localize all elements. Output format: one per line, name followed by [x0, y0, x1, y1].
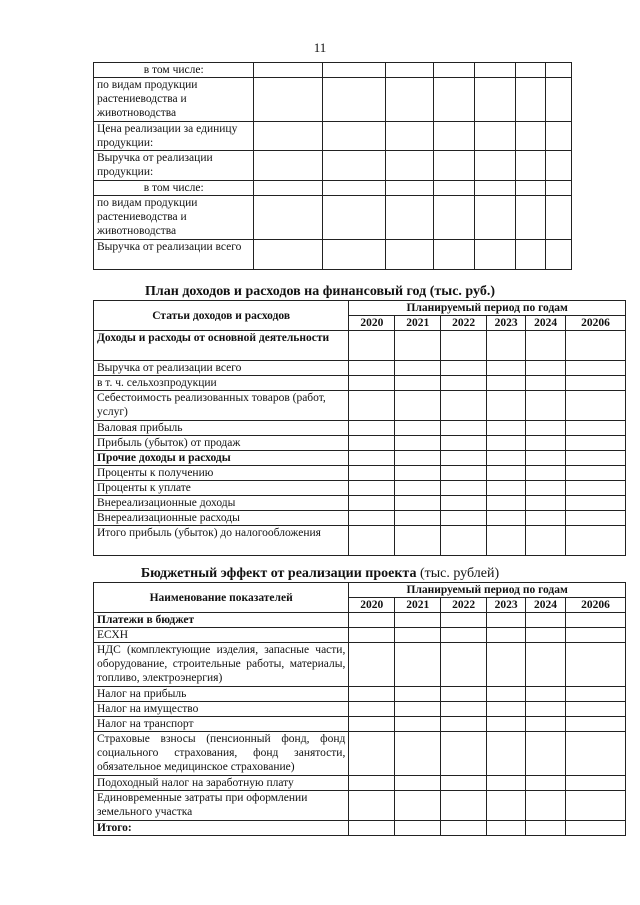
value-cell	[433, 63, 474, 78]
value-cell	[487, 732, 526, 776]
value-cell	[515, 78, 545, 122]
value-cell	[487, 466, 526, 481]
value-cell	[395, 361, 441, 376]
value-cell	[441, 361, 487, 376]
table-row	[94, 496, 626, 511]
value-cell	[526, 791, 566, 821]
value-cell	[349, 526, 395, 556]
table-row	[94, 732, 626, 776]
table-row	[94, 511, 626, 526]
value-cell	[322, 181, 385, 196]
value-cell	[566, 628, 626, 643]
value-cell	[254, 196, 322, 240]
value-cell	[526, 391, 566, 421]
value-cell	[441, 628, 487, 643]
value-cell	[349, 628, 395, 643]
value-cell	[395, 702, 441, 717]
row-label: Единовременные затраты при оформлении земельного участка	[94, 791, 349, 821]
value-cell	[395, 451, 441, 466]
row-label: Прочие доходы и расходы	[94, 451, 349, 466]
table-row	[94, 687, 626, 702]
table-row	[94, 791, 626, 821]
value-cell	[566, 613, 626, 628]
row-label: по видам продукции растениеводства и животноводства	[94, 196, 254, 240]
value-cell	[526, 481, 566, 496]
value-cell	[515, 63, 545, 78]
row-label: Доходы и расходы от основной деятельности	[94, 331, 349, 361]
table-row	[94, 331, 626, 361]
value-cell	[441, 496, 487, 511]
value-cell	[526, 613, 566, 628]
value-cell	[395, 791, 441, 821]
value-cell	[526, 732, 566, 776]
value-cell	[322, 78, 385, 122]
row-label: Прибыль (убыток) от продаж	[94, 436, 349, 451]
value-cell	[395, 466, 441, 481]
value-cell	[515, 151, 545, 181]
table-row	[94, 196, 572, 240]
value-cell	[385, 122, 433, 151]
value-cell	[441, 643, 487, 687]
value-cell	[349, 481, 395, 496]
value-cell	[254, 63, 322, 78]
row-label: Итого прибыль (убыток) до налогообложения	[94, 526, 349, 556]
value-cell	[385, 63, 433, 78]
value-cell	[487, 687, 526, 702]
value-cell	[254, 151, 322, 181]
plan-header-items: Статьи доходов и расходов	[94, 301, 349, 331]
value-cell	[474, 240, 515, 270]
table-row	[94, 526, 626, 556]
value-cell	[566, 331, 626, 361]
budget-header-period: Планируемый период по годам	[349, 583, 626, 598]
row-label: Налог на транспорт	[94, 717, 349, 732]
value-cell	[566, 791, 626, 821]
plan-income-expense-table	[93, 300, 626, 556]
value-cell	[545, 122, 571, 151]
table-row	[94, 240, 572, 270]
value-cell	[395, 391, 441, 421]
value-cell	[515, 240, 545, 270]
value-cell	[441, 613, 487, 628]
value-cell	[349, 776, 395, 791]
plan-header-period: Планируемый период по годам	[349, 301, 626, 316]
value-cell	[441, 451, 487, 466]
value-cell	[349, 821, 395, 836]
value-cell	[349, 702, 395, 717]
value-cell	[545, 196, 571, 240]
value-cell	[515, 196, 545, 240]
value-cell	[441, 481, 487, 496]
value-cell	[441, 376, 487, 391]
budget-title-units: (тыс. рублей)	[419, 566, 500, 581]
value-cell	[487, 776, 526, 791]
value-cell	[526, 717, 566, 732]
row-label: Внереализационные доходы	[94, 496, 349, 511]
table-row	[94, 628, 626, 643]
value-cell	[395, 776, 441, 791]
table-row	[94, 421, 626, 436]
value-cell	[441, 717, 487, 732]
value-cell	[487, 526, 526, 556]
budget-title	[0, 566, 640, 582]
value-cell	[441, 732, 487, 776]
value-cell	[526, 436, 566, 451]
value-cell	[441, 466, 487, 481]
row-label: НДС (комплектующие изделия, запасные части, оборудование, строительные работы, материалы, топливо, электроэнергия)	[94, 643, 349, 687]
value-cell	[566, 496, 626, 511]
value-cell	[385, 240, 433, 270]
table-row	[94, 436, 626, 451]
value-cell	[526, 421, 566, 436]
value-cell	[515, 122, 545, 151]
value-cell	[487, 496, 526, 511]
value-cell	[487, 421, 526, 436]
value-cell	[395, 481, 441, 496]
value-cell	[526, 466, 566, 481]
plan-title: План доходов и расходов на финансовый год (тыс. руб.)	[145, 284, 495, 299]
table-row	[94, 776, 626, 791]
value-cell	[441, 687, 487, 702]
year-header: 2024	[526, 598, 566, 613]
value-cell	[395, 376, 441, 391]
value-cell	[526, 331, 566, 361]
year-header: 2022	[441, 316, 487, 331]
value-cell	[487, 331, 526, 361]
value-cell	[395, 526, 441, 556]
value-cell	[349, 613, 395, 628]
value-cell	[566, 451, 626, 466]
value-cell	[487, 451, 526, 466]
year-header: 2021	[395, 316, 441, 331]
value-cell	[433, 240, 474, 270]
value-cell	[441, 391, 487, 421]
year-header: 2023	[487, 316, 526, 331]
value-cell	[526, 628, 566, 643]
value-cell	[441, 436, 487, 451]
value-cell	[487, 628, 526, 643]
value-cell	[349, 376, 395, 391]
value-cell	[487, 613, 526, 628]
row-label: Внереализационные расходы	[94, 511, 349, 526]
value-cell	[395, 643, 441, 687]
value-cell	[474, 78, 515, 122]
value-cell	[322, 122, 385, 151]
row-label: в том числе:	[94, 63, 254, 78]
table-row	[94, 643, 626, 687]
budget-header-items: Наименование показателей	[94, 583, 349, 613]
year-header: 20206	[566, 598, 626, 613]
value-cell	[515, 181, 545, 196]
value-cell	[487, 436, 526, 451]
value-cell	[441, 791, 487, 821]
value-cell	[441, 331, 487, 361]
value-cell	[395, 732, 441, 776]
value-cell	[395, 717, 441, 732]
row-label: Страховые взносы (пенсионный фонд, фонд социального страхования, фонд занятости, обязательное медицинское страхование)	[94, 732, 349, 776]
year-header: 2024	[526, 316, 566, 331]
value-cell	[385, 181, 433, 196]
table-row	[94, 151, 572, 181]
value-cell	[349, 466, 395, 481]
table-row	[94, 376, 626, 391]
year-header: 2020	[349, 598, 395, 613]
value-cell	[441, 702, 487, 717]
value-cell	[433, 196, 474, 240]
value-cell	[566, 376, 626, 391]
row-label: Выручка от реализации всего	[94, 240, 254, 270]
value-cell	[487, 481, 526, 496]
value-cell	[526, 376, 566, 391]
value-cell	[474, 196, 515, 240]
top-continuation-table	[93, 62, 572, 270]
table-row	[94, 613, 626, 628]
year-header: 2020	[349, 316, 395, 331]
value-cell	[526, 776, 566, 791]
table-row	[94, 361, 626, 376]
row-label: Выручка от реализации продукции:	[94, 151, 254, 181]
value-cell	[545, 240, 571, 270]
year-header: 2022	[441, 598, 487, 613]
value-cell	[487, 702, 526, 717]
value-cell	[526, 361, 566, 376]
value-cell	[395, 436, 441, 451]
table-row	[94, 702, 626, 717]
row-label: Себестоимость реализованных товаров (работ, услуг)	[94, 391, 349, 421]
value-cell	[395, 496, 441, 511]
row-label: в том числе:	[94, 181, 254, 196]
value-cell	[441, 776, 487, 791]
value-cell	[254, 181, 322, 196]
table-row	[94, 466, 626, 481]
value-cell	[254, 122, 322, 151]
value-cell	[433, 181, 474, 196]
value-cell	[349, 643, 395, 687]
table-row	[94, 391, 626, 421]
value-cell	[526, 526, 566, 556]
value-cell	[487, 376, 526, 391]
table-row	[94, 63, 572, 78]
table-row	[94, 181, 572, 196]
table-row	[94, 717, 626, 732]
value-cell	[254, 240, 322, 270]
row-label: Итого:	[94, 821, 349, 836]
value-cell	[487, 821, 526, 836]
value-cell	[349, 687, 395, 702]
value-cell	[487, 643, 526, 687]
value-cell	[322, 240, 385, 270]
value-cell	[474, 63, 515, 78]
value-cell	[566, 511, 626, 526]
value-cell	[349, 391, 395, 421]
value-cell	[441, 526, 487, 556]
year-header: 20206	[566, 316, 626, 331]
row-label: Налог на имущество	[94, 702, 349, 717]
value-cell	[349, 361, 395, 376]
value-cell	[322, 63, 385, 78]
value-cell	[349, 717, 395, 732]
value-cell	[349, 791, 395, 821]
value-cell	[349, 436, 395, 451]
year-header: 2023	[487, 598, 526, 613]
value-cell	[566, 732, 626, 776]
value-cell	[566, 687, 626, 702]
value-cell	[566, 717, 626, 732]
value-cell	[566, 466, 626, 481]
row-label: по видам продукции растениеводства и животноводства	[94, 78, 254, 122]
value-cell	[545, 181, 571, 196]
value-cell	[487, 717, 526, 732]
row-label: Проценты к получению	[94, 466, 349, 481]
row-label: Валовая прибыль	[94, 421, 349, 436]
value-cell	[487, 361, 526, 376]
value-cell	[433, 122, 474, 151]
value-cell	[566, 643, 626, 687]
table-row	[94, 122, 572, 151]
value-cell	[395, 687, 441, 702]
table-row	[94, 78, 572, 122]
value-cell	[441, 821, 487, 836]
value-cell	[566, 821, 626, 836]
value-cell	[395, 511, 441, 526]
value-cell	[395, 628, 441, 643]
value-cell	[433, 151, 474, 181]
value-cell	[441, 511, 487, 526]
value-cell	[545, 63, 571, 78]
budget-effect-table	[93, 582, 626, 836]
table-row	[94, 821, 626, 836]
value-cell	[545, 151, 571, 181]
row-label: Проценты к уплате	[94, 481, 349, 496]
row-label: Платежи в бюджет	[94, 613, 349, 628]
value-cell	[487, 391, 526, 421]
year-header: 2021	[395, 598, 441, 613]
value-cell	[566, 391, 626, 421]
value-cell	[545, 78, 571, 122]
value-cell	[474, 122, 515, 151]
value-cell	[566, 776, 626, 791]
value-cell	[441, 421, 487, 436]
value-cell	[487, 791, 526, 821]
value-cell	[474, 181, 515, 196]
table-row	[94, 481, 626, 496]
value-cell	[526, 821, 566, 836]
value-cell	[526, 496, 566, 511]
value-cell	[395, 821, 441, 836]
value-cell	[526, 702, 566, 717]
value-cell	[322, 151, 385, 181]
value-cell	[254, 78, 322, 122]
value-cell	[385, 78, 433, 122]
value-cell	[566, 436, 626, 451]
value-cell	[526, 687, 566, 702]
value-cell	[433, 78, 474, 122]
row-label: Выручка от реализации всего	[94, 361, 349, 376]
value-cell	[385, 151, 433, 181]
value-cell	[349, 511, 395, 526]
row-label: Цена реализации за единицу продукции:	[94, 122, 254, 151]
value-cell	[349, 331, 395, 361]
value-cell	[474, 151, 515, 181]
value-cell	[322, 196, 385, 240]
value-cell	[566, 421, 626, 436]
row-label: в т. ч. сельхозпродукции	[94, 376, 349, 391]
row-label: Налог на прибыль	[94, 687, 349, 702]
page-number: 11	[313, 40, 327, 55]
value-cell	[349, 496, 395, 511]
value-cell	[526, 511, 566, 526]
value-cell	[349, 421, 395, 436]
value-cell	[395, 613, 441, 628]
value-cell	[566, 481, 626, 496]
value-cell	[566, 702, 626, 717]
value-cell	[395, 331, 441, 361]
value-cell	[566, 526, 626, 556]
value-cell	[526, 451, 566, 466]
value-cell	[487, 511, 526, 526]
table-row	[94, 451, 626, 466]
row-label: ЕСХН	[94, 628, 349, 643]
value-cell	[385, 196, 433, 240]
row-label: Подоходный налог на заработную плату	[94, 776, 349, 791]
value-cell	[349, 451, 395, 466]
budget-title-main: Бюджетный эффект от реализации проекта	[140, 566, 417, 581]
value-cell	[349, 732, 395, 776]
value-cell	[395, 421, 441, 436]
value-cell	[566, 361, 626, 376]
value-cell	[526, 643, 566, 687]
